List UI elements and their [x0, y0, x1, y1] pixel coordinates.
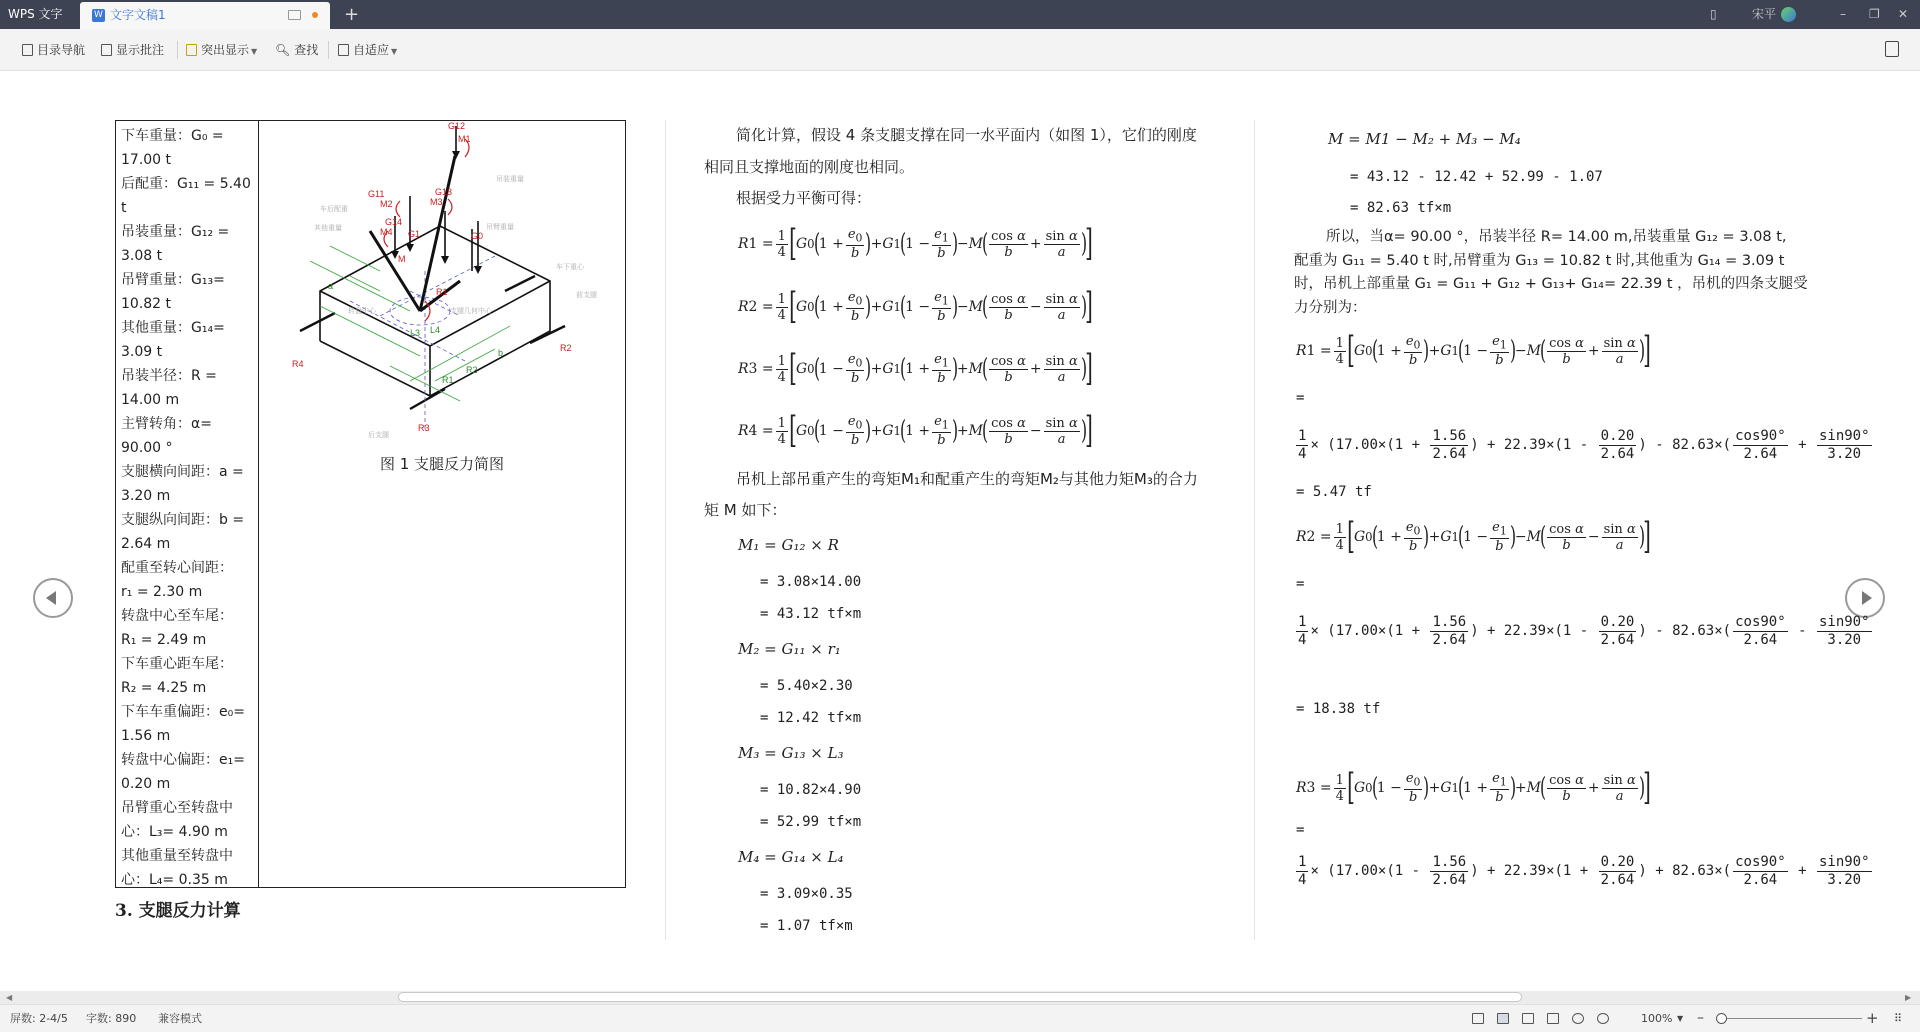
- numeric-expression-r3: $\frac{1}{4}$ × ( 17.00 ×(1 - $\frac{1.56}{2.64}$ ) + 22.39 ×(1 + $\frac{0.20}{2.64}$ ) + 82.63 ×( $\frac{\cos 90^\circ}{2.64}$ + $\frac{\sin 90^\circ}{3.20}$: [1298, 853, 1870, 888]
- label-g11: G11: [368, 189, 385, 199]
- param-line: 2.64 m: [121, 536, 171, 552]
- faint-label: 后支腿: [368, 432, 389, 439]
- zoom-out-icon[interactable]: –: [1697, 1010, 1704, 1026]
- param-line: 3.09 t: [121, 344, 163, 360]
- expr-den: 2.64: [1432, 445, 1467, 462]
- param-line: 后配重：G₁₁ = 5.40: [121, 176, 251, 192]
- dim-l4: L4: [430, 325, 441, 335]
- faint-label: 其他重量: [314, 225, 342, 232]
- monitor-icon[interactable]: [288, 10, 301, 20]
- param-line: r₁ = 2.30 m: [121, 584, 203, 600]
- globe-icon[interactable]: [1572, 1013, 1584, 1024]
- new-tab-button[interactable]: +: [344, 4, 360, 25]
- figure-caption: 图 1 支腿反力简图: [379, 455, 505, 473]
- equation-r1-eval: R 1 = $\frac{1}{4}$ [ G 0 ( 1 + $\frac{e_0}{b}$ ) + G 1 ( 1 − $\frac{e_1}{b}$ ) − M ( $\frac{\text{cos α}}{b}$ + $\frac{\text{sin α}}{a}$ ) ]: [1296, 330, 1651, 371]
- calc-step: = 10.82×4.90: [760, 782, 862, 798]
- paragraph-line: 吊机上部吊重产生的弯矩M₁和配重产生的弯矩M₂与其他力矩M₃的合力: [736, 470, 1198, 488]
- expr-val: 82.63: [1672, 623, 1715, 639]
- outline-icon: [22, 44, 33, 56]
- expr-val: 22.39: [1503, 437, 1547, 453]
- formula-m: M = M1 − M₂ + M₃ − M₄: [1328, 130, 1521, 148]
- label-r2: R2: [560, 343, 572, 353]
- paragraph-line: 相同且支撑地面的刚度也相同。: [704, 158, 915, 176]
- expr-val: 17.00: [1335, 437, 1378, 453]
- section-heading: 3. 支腿反力计算: [115, 901, 241, 921]
- faint-label: 吊装重量: [496, 176, 524, 183]
- param-line: 吊臂重量：G₁₃=: [121, 272, 225, 288]
- faint-label: 车下重心: [556, 264, 584, 271]
- unsaved-dot-icon[interactable]: [312, 12, 318, 18]
- param-line: 14.00 m: [121, 392, 180, 408]
- zoom-in-icon[interactable]: +: [1866, 1009, 1879, 1027]
- page-count[interactable]: 屏数: 2-4/5: [10, 1012, 68, 1025]
- show-comments-label: 显示批注: [116, 43, 165, 57]
- param-line: R₁ = 2.49 m: [121, 632, 207, 648]
- expr-num: 0.20: [1600, 613, 1635, 630]
- faint-label: 转盘中心: [348, 308, 376, 315]
- expr-den: 2.64: [1600, 871, 1635, 888]
- scroll-left-icon[interactable]: ◀: [6, 993, 13, 1002]
- param-line: 心：L₃= 4.90 m: [121, 824, 228, 840]
- expr-den: 4: [1298, 445, 1307, 462]
- zoom-slider-knob[interactable]: [1716, 1013, 1727, 1024]
- dim-l3: L3: [410, 328, 421, 338]
- calc-step: = 1.07 tf×m: [760, 918, 853, 934]
- document-tab[interactable]: [80, 2, 330, 29]
- equation-r3-eval: R 3 = $\frac{1}{4}$ [ G 0 ( 1 − $\frac{e_0}{b}$ ) + G 1 ( 1 + $\frac{e_1}{b}$ ) + M ( $\frac{\text{cos α}}{b}$ + $\frac{\text{sin α}}{a}$ ) ]: [1296, 767, 1651, 808]
- app-name: WPS 文字: [8, 7, 63, 21]
- dim-b: b: [498, 348, 504, 358]
- expr-num: sin90°: [1818, 613, 1870, 630]
- param-line: 心：L₄= 0.35 m: [121, 872, 228, 888]
- expr-den: 2.64: [1432, 631, 1467, 648]
- highlight-label: 突出显示: [201, 43, 250, 57]
- expr-num: 0.20: [1600, 853, 1635, 870]
- param-line: 转盘中心偏距：e₁=: [121, 752, 245, 768]
- find-label: 查找: [294, 43, 319, 57]
- expr-den: 4: [1298, 871, 1307, 888]
- faint-label: 车后配重: [320, 206, 348, 213]
- expr-val: 22.39: [1503, 863, 1547, 879]
- arrow-left-icon: [46, 591, 56, 605]
- label-r3: R3: [418, 423, 430, 433]
- calc-step: = 43.12 - 12.42 + 52.99 - 1.07: [1350, 169, 1603, 185]
- param-line: 3.20 m: [121, 488, 171, 504]
- param-line: 转盘中心至车尾：: [121, 608, 233, 624]
- label-m2: M2: [380, 199, 393, 209]
- expr-den: 3.20: [1827, 871, 1862, 888]
- param-line: 支腿纵向间距：b =: [121, 512, 245, 528]
- calc-step: = 43.12 tf×m: [760, 606, 862, 622]
- dim-a: a: [328, 281, 334, 291]
- dim-r1: R1: [442, 375, 454, 385]
- expr-den: 3.20: [1827, 631, 1862, 648]
- param-line: 主臂转角：α=: [121, 416, 212, 432]
- paragraph-line: 配重为 G₁₁ = 5.40 t 时,吊臂重为 G₁₃ = 10.82 t 时,其他重为 G₁₄ = 3.09 t: [1294, 253, 1785, 269]
- expr-num: 1: [1298, 853, 1307, 870]
- toolbar-divider: [328, 41, 329, 59]
- page-divider: [1254, 120, 1255, 940]
- page-view-icon[interactable]: [1497, 1013, 1509, 1024]
- writer-doc-icon: W: [92, 9, 105, 22]
- comment-icon: [101, 44, 112, 56]
- param-line: 支腿横向间距：a =: [121, 464, 244, 480]
- expr-den: 2.64: [1743, 445, 1778, 462]
- chevron-down-icon[interactable]: ▼: [1677, 1014, 1684, 1023]
- expr-den: 4: [1298, 631, 1307, 648]
- exit-reading-icon[interactable]: [1885, 41, 1899, 57]
- label-g0: G0: [471, 231, 484, 241]
- dim-r2: R2: [466, 365, 478, 375]
- parameter-table: [115, 120, 626, 888]
- paragraph-line: 矩 M 如下：: [704, 501, 787, 519]
- expr-num: 1.56: [1432, 613, 1467, 630]
- result-r2: = 18.38 tf: [1296, 701, 1381, 717]
- calc-step: = 12.42 tf×m: [760, 710, 862, 726]
- toolbar-divider: [177, 41, 178, 59]
- label-g13: G13: [435, 187, 453, 197]
- expr-den: 2.64: [1432, 871, 1467, 888]
- expr-val: 82.63: [1672, 437, 1715, 453]
- param-line: 其他重量至转盘中: [121, 848, 233, 864]
- restore-button[interactable]: ❐: [1869, 7, 1880, 21]
- param-line: 下车重量：G₀ =: [121, 128, 224, 144]
- eye-care-icon[interactable]: [1597, 1013, 1609, 1024]
- label-m1: M1: [458, 134, 471, 144]
- equation-r2: R 2 = $\frac{1}{4}$ [ G 0 ( 1 + $\frac{e_0}{b}$ ) + G 1 ( 1 − $\frac{e_1}{b}$ ) − M ( $\frac{\text{cos α}}{b}$ − $\frac{\text{sin α}}{a}$ ) ]: [738, 286, 1093, 327]
- expr-num: sin90°: [1818, 853, 1870, 870]
- param-line: 0.20 m: [121, 776, 171, 792]
- expr-num: sin90°: [1818, 427, 1870, 444]
- label-r1: R1: [436, 287, 448, 297]
- expr-num: cos90°: [1735, 613, 1786, 630]
- horizontal-scrollbar[interactable]: [0, 991, 1920, 1004]
- param-line: R₂ = 4.25 m: [121, 680, 207, 696]
- label-m4: M4: [380, 227, 393, 237]
- expr-num: 0.20: [1600, 427, 1635, 444]
- arrow-right-icon: [1862, 591, 1872, 605]
- faint-label: 吊臂重量: [486, 224, 514, 231]
- toc-nav-button[interactable]: [22, 29, 85, 71]
- expr-den: 2.64: [1600, 631, 1635, 648]
- paragraph-line: 时，吊机上部重量 G₁ = G₁₁ + G₁₂ + G₁₃+ G₁₄= 22.39 t ，吊机的四条支腿受: [1294, 276, 1808, 292]
- expr-den: 2.64: [1743, 631, 1778, 648]
- panel-toggle-icon[interactable]: ▯: [1710, 7, 1717, 21]
- word-count[interactable]: 字数: 890: [86, 1012, 137, 1025]
- expr-num: 1: [1298, 613, 1307, 630]
- document-tab-title: 文字文稿1: [110, 8, 166, 22]
- expr-val: 82.63: [1672, 863, 1715, 879]
- status-bar: [0, 1004, 1920, 1032]
- expr-num: 1: [1298, 427, 1307, 444]
- param-line: 1.56 m: [121, 728, 171, 744]
- calc-step: = 52.99 tf×m: [760, 814, 862, 830]
- expr-den: 2.64: [1743, 871, 1778, 888]
- avatar[interactable]: [1781, 7, 1796, 22]
- calc-step: = 3.09×0.35: [760, 886, 853, 902]
- zoom-level[interactable]: 100%: [1641, 1012, 1673, 1025]
- param-line: 90.00 °: [121, 440, 173, 456]
- search-icon: 🔍︎: [275, 43, 291, 57]
- expr-num: cos90°: [1735, 853, 1786, 870]
- outline-view-icon[interactable]: [1547, 1013, 1559, 1024]
- chevron-down-icon: ▼: [251, 47, 258, 56]
- numeric-expression-r1: $\frac{1}{4}$ × ( 17.00 ×(1 + $\frac{1.56}{2.64}$ ) + 22.39 ×(1 - $\frac{0.20}{2.64}$ ) - 82.63 ×( $\frac{\cos 90^\circ}{2.64}$ + $\frac{\sin 90^\circ}{3.20}$: [1298, 427, 1870, 462]
- param-line: 下车重心距车尾：: [121, 656, 233, 672]
- param-line: 17.00 t: [121, 152, 172, 168]
- label-g12: G12: [448, 121, 466, 131]
- label-m: M: [398, 254, 406, 264]
- expr-num: 1.56: [1432, 427, 1467, 444]
- paragraph-line: 简化计算，假设 4 条支腿支撑在同一水平面内（如图 1），它们的刚度: [736, 126, 1197, 144]
- param-line: 3.08 t: [121, 248, 163, 264]
- label-g1: G1: [408, 229, 421, 239]
- prev-page-button[interactable]: [33, 578, 73, 618]
- numeric-expression-r2: $\frac{1}{4}$ × ( 17.00 ×(1 + $\frac{1.56}{2.64}$ ) + 22.39 ×(1 - $\frac{0.20}{2.64}$ ) - 82.63 ×( $\frac{\cos 90^\circ}{2.64}$ - $\frac{\sin 90^\circ}{3.20}$: [1298, 613, 1870, 648]
- fit-label: 自适应: [353, 43, 390, 57]
- equation-r3: R 3 = $\frac{1}{4}$ [ G 0 ( 1 − $\frac{e_0}{b}$ ) + G 1 ( 1 + $\frac{e_1}{b}$ ) + M ( $\frac{\text{cos α}}{b}$ + $\frac{\text{sin α}}{a}$ ) ]: [738, 348, 1093, 389]
- faint-label: 支腿几何中心: [450, 308, 492, 315]
- equals-sign: =: [1296, 576, 1305, 592]
- figure-cell: [260, 121, 624, 887]
- faint-label: 前支腿: [576, 292, 597, 299]
- page-icon: [338, 44, 349, 56]
- expr-den: 2.64: [1600, 445, 1635, 462]
- resize-grip-icon[interactable]: ⠿: [1894, 1012, 1903, 1025]
- expr-val: 17.00: [1335, 863, 1378, 879]
- param-line: 吊装重量：G₁₂ =: [121, 224, 230, 240]
- param-line: t: [121, 200, 127, 216]
- expr-num: cos90°: [1735, 427, 1786, 444]
- equals-sign: =: [1296, 390, 1305, 406]
- user-name[interactable]: 宋平: [1752, 7, 1777, 21]
- fullscreen-icon[interactable]: [1472, 1013, 1484, 1024]
- highlight-button[interactable]: [186, 29, 257, 71]
- chevron-down-icon: ▼: [391, 47, 398, 56]
- paragraph-line: 力分别为：: [1294, 300, 1367, 316]
- minimize-button[interactable]: –: [1840, 7, 1846, 21]
- parameter-list: [116, 121, 259, 887]
- title-bar: [0, 0, 1920, 29]
- show-comments-button[interactable]: [101, 29, 164, 71]
- app-menu-tab[interactable]: [0, 0, 80, 29]
- label-g14: G14: [385, 217, 403, 227]
- formula-m1: M₁ = G₁₂ × R: [738, 536, 839, 554]
- outrigger-reaction-diagram: [260, 121, 624, 441]
- close-button[interactable]: ✕: [1898, 7, 1909, 21]
- highlighter-icon: [186, 44, 197, 56]
- find-button[interactable]: [275, 29, 318, 71]
- calc-step: = 82.63 tf×m: [1350, 200, 1452, 216]
- expr-den: 3.20: [1827, 445, 1862, 462]
- equals-sign: =: [1296, 822, 1305, 838]
- toc-nav-label: 目录导航: [37, 43, 86, 57]
- param-line: 其他重量：G₁₄=: [121, 320, 225, 336]
- param-line: 10.82 t: [121, 296, 172, 312]
- formula-m3: M₃ = G₁₃ × L₃: [738, 744, 844, 762]
- zoom-slider-track[interactable]: [1722, 1018, 1862, 1019]
- scroll-right-icon[interactable]: ▶: [1905, 993, 1912, 1002]
- label-m3: M3: [430, 197, 443, 207]
- equation-r2-eval: R 2 = $\frac{1}{4}$ [ G 0 ( 1 + $\frac{e_0}{b}$ ) + G 1 ( 1 − $\frac{e_1}{b}$ ) − M ( $\frac{\text{cos α}}{b}$ − $\frac{\text{sin α}}{a}$ ) ]: [1296, 516, 1651, 557]
- equation-r1: R 1 = $\frac{1}{4}$ [ G 0 ( 1 + $\frac{e_0}{b}$ ) + G 1 ( 1 − $\frac{e_1}{b}$ ) − M ( $\frac{\text{cos α}}{b}$ + $\frac{\text{sin α}}{a}$ ) ]: [738, 223, 1093, 264]
- param-line: 下车车重偏距：e₀=: [121, 704, 245, 720]
- param-line: 配重至转心间距：: [121, 560, 233, 576]
- result-r1: = 5.47 tf: [1296, 484, 1372, 500]
- compat-mode: 兼容模式: [158, 1012, 202, 1025]
- fit-button[interactable]: [338, 29, 397, 71]
- param-line: 吊装半径：R =: [121, 368, 217, 384]
- page-divider: [665, 120, 666, 940]
- label-r4: R4: [292, 359, 304, 369]
- expr-val: 17.00: [1335, 623, 1378, 639]
- expr-num: 1.56: [1432, 853, 1467, 870]
- formula-m2: M₂ = G₁₁ × r₁: [738, 640, 841, 658]
- param-line: 吊臂重心至转盘中: [121, 800, 233, 816]
- expr-val: 22.39: [1503, 623, 1547, 639]
- calc-step: = 5.40×2.30: [760, 678, 853, 694]
- calc-step: = 3.08×14.00: [760, 574, 862, 590]
- paragraph-line: 所以，当α= 90.00 °，吊装半径 R= 14.00 m,吊装重量 G₁₂ = 3.08 t,: [1326, 229, 1787, 245]
- reading-toolbar: [0, 29, 1920, 71]
- web-view-icon[interactable]: [1522, 1013, 1534, 1024]
- formula-m4: M₄ = G₁₄ × L₄: [738, 848, 844, 866]
- paragraph-line: 根据受力平衡可得：: [736, 189, 872, 207]
- scrollbar-thumb[interactable]: [398, 992, 1522, 1002]
- equation-r4: R 4 = $\frac{1}{4}$ [ G 0 ( 1 − $\frac{e_0}{b}$ ) + G 1 ( 1 + $\frac{e_1}{b}$ ) + M ( $\frac{\text{cos α}}{b}$ − $\frac{\text{sin α}}{a}$ ) ]: [738, 410, 1093, 451]
